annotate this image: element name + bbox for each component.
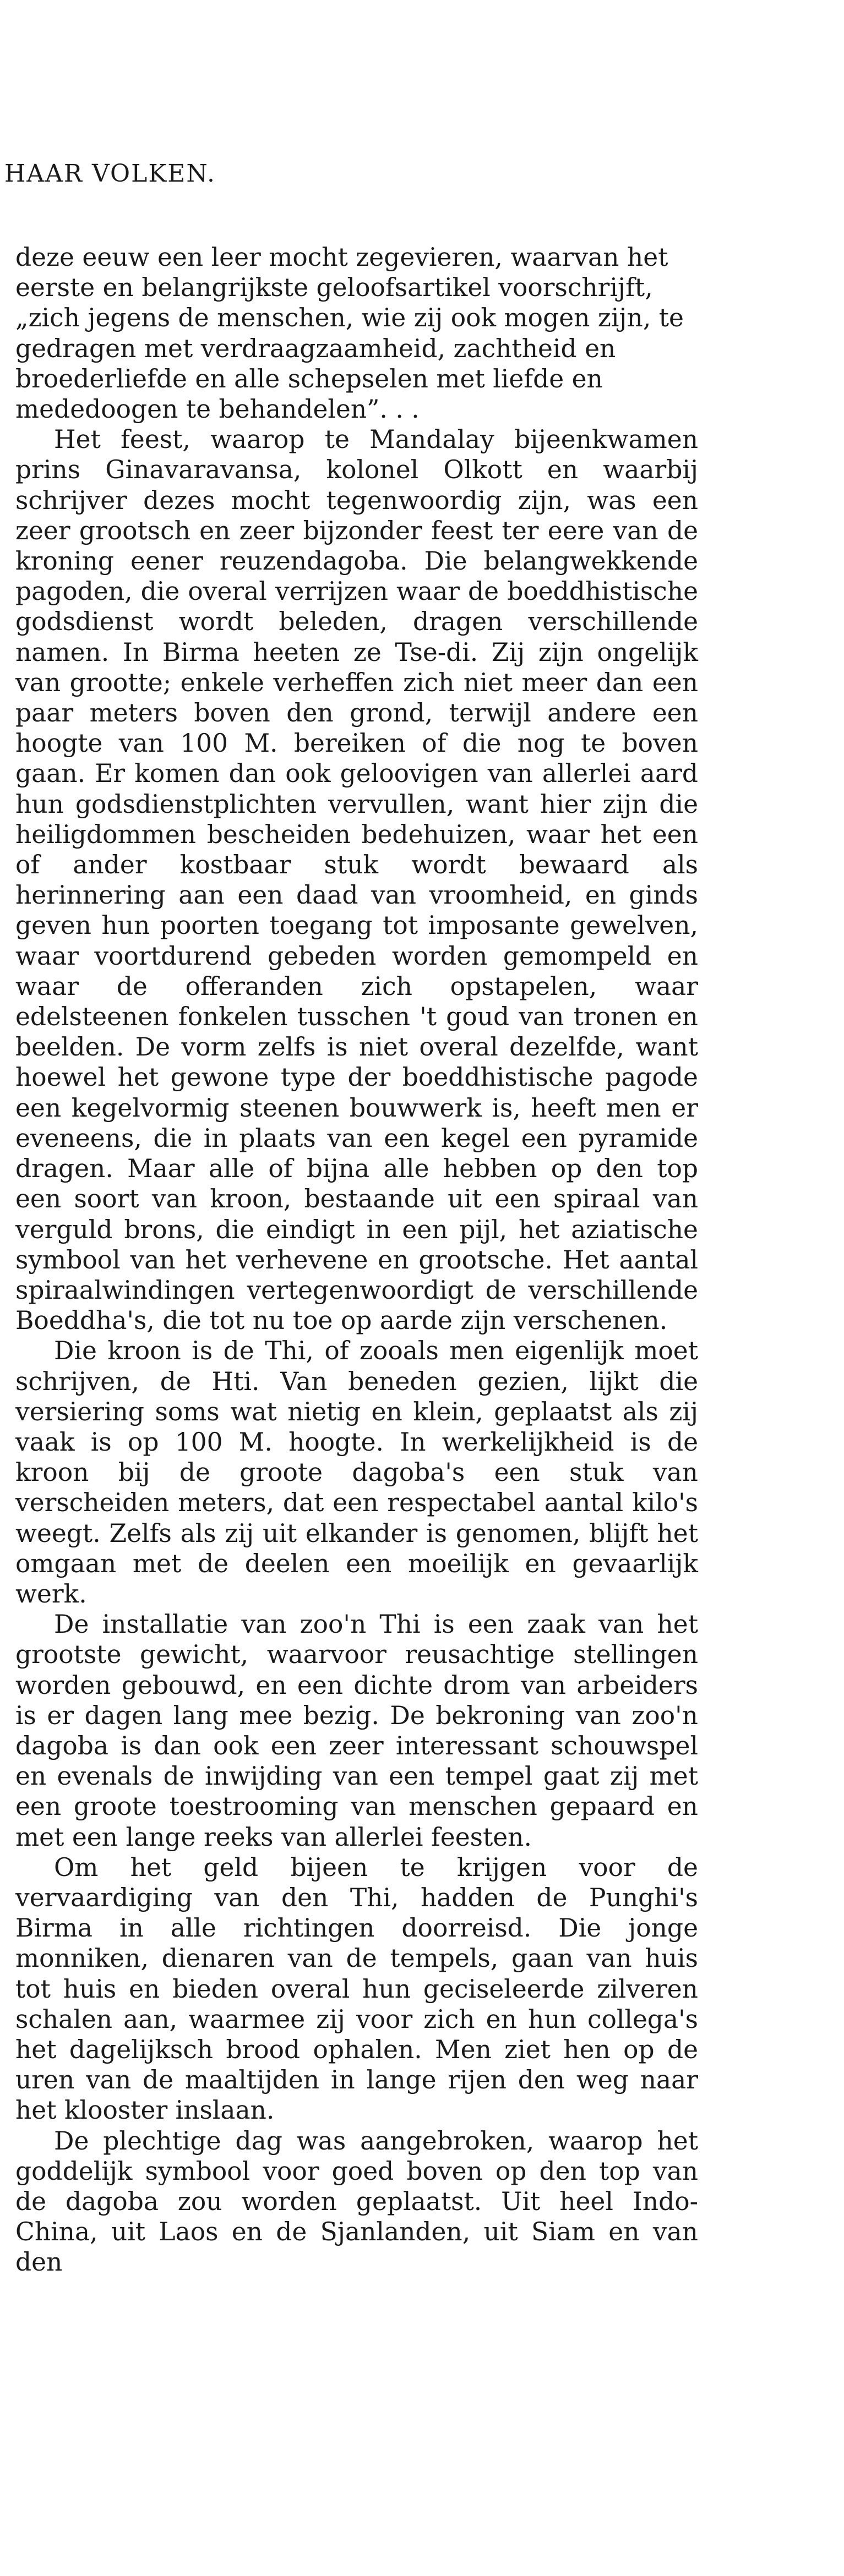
paragraph-thi-installation: De installatie van zoo'n Thi is een zaak van het grootste gewicht, waarvoor reusachtige stellingen worden gebouwd, en een dichte drom van arbeiders is er dagen lang mee bezig. De bekroning van zoo'n dagoba is dan ook een zeer interessant schouwspel en evenals de inwijding van een tempel gaat zij met een groote toestrooming van menschen gepaard en met een lange reeks van allerlei feesten.	[15, 1610, 698, 1852]
text-column	[15, 242, 698, 2278]
paragraph-thi-crown: Die kroon is de Thi, of zooals men eigenlijk moet schrijven, de Hti. Van beneden gezien, lijkt die versiering soms wat nietig en klein, geplaatst als zij vaak is op 100 M. hoogte. In werkelijkheid is de kroon bij de groote dagoba's een stuk van verscheiden meters, dat een respectabel aantal kilo's weegt. Zelfs als zij uit elkander is genomen, blijft het omgaan met de deelen een moeilijk en gevaarlijk werk.	[15, 1336, 698, 1609]
running-head: HAAR VOLKEN.	[4, 160, 216, 188]
paragraph-solemn-day: De plechtige dag was aangebroken, waarop het goddelijk symbool voor goed boven op den top van de dagoba zou worden geplaatst. Uit heel Indo-China, uit Laos en de Sjanlanden, uit Siam en van den	[15, 2126, 698, 2277]
paragraph-continuation: deze eeuw een leer mocht zegevieren, waarvan het eerste en belangrijkste geloofsartikel voorschrijft, „zich jegens de menschen, wie zij ook mogen zijn, te gedragen met verdraagzaamheid, zachtheid en broederliefde en alle schepselen met liefde en mededoogen te behandelen”. . .	[15, 243, 684, 424]
paragraph-feast-mandalay: Het feest, waarop te Mandalay bijeenkwamen prins Ginavaravansa, kolonel Olkott en waarbij schrijver dezes mocht tegenwoordig zijn, was een zeer grootsch en zeer bijzonder feest ter eere van de kroning eener reuzendagoba. Die belangwekkende pagoden, die overal verrijzen waar de boeddhistische godsdienst wordt beleden, dragen verschillende namen. In Birma heeten ze Tse-di. Zij zijn ongelijk van grootte; enkele verheffen zich niet meer dan een paar meters boven den grond, terwijl andere een hoogte van 100 M. bereiken of die nog te boven gaan. Er komen dan ook geloovigen van allerlei aard hun godsdienstplichten vervullen, want hier zijn die heiligdommen bescheiden bedehuizen, waar het een of ander kostbaar stuk wordt bewaard als herinnering aan een daad van vroomheid, en ginds geven hun poorten toegang tot imposante gewelven, waar voortdurend gebeden worden gemompeld en waar de offeranden zich opstapelen, waar edelsteenen fonkelen tusschen 't goud van tronen en beelden. De vorm zelfs is niet overal dezelfde, want hoewel het gewone type der boeddhistische pagode een kegelvormig steenen bouwwerk is, heeft men er eveneens, die in plaats van een kegel een pyramide dragen. Maar alle of bijna alle hebben op den top een soort van kroon, bestaande uit een spiraal van verguld brons, die eindigt in een pijl, het aziatische symbool van het verhevene en grootsche. Het aantal spiraalwindingen vertegenwoordigt de verschillende Boeddha's, die tot nu toe op aarde zijn verschenen.	[15, 425, 698, 1336]
paragraph-punghi-monks: Om het geld bijeen te krijgen voor de vervaardiging van den Thi, hadden de Punghi's Birma in alle richtingen doorreisd. Die jonge monniken, dienaren van de tempels, gaan van huis tot huis en bieden overal hun geciseleerde zilveren schalen aan, waarmee zij voor zich en hun collega's het dagelijksch brood ophalen. Men ziet hen op de uren van de maaltijden in lange rijen den weg naar het klooster inslaan.	[15, 1852, 698, 2125]
